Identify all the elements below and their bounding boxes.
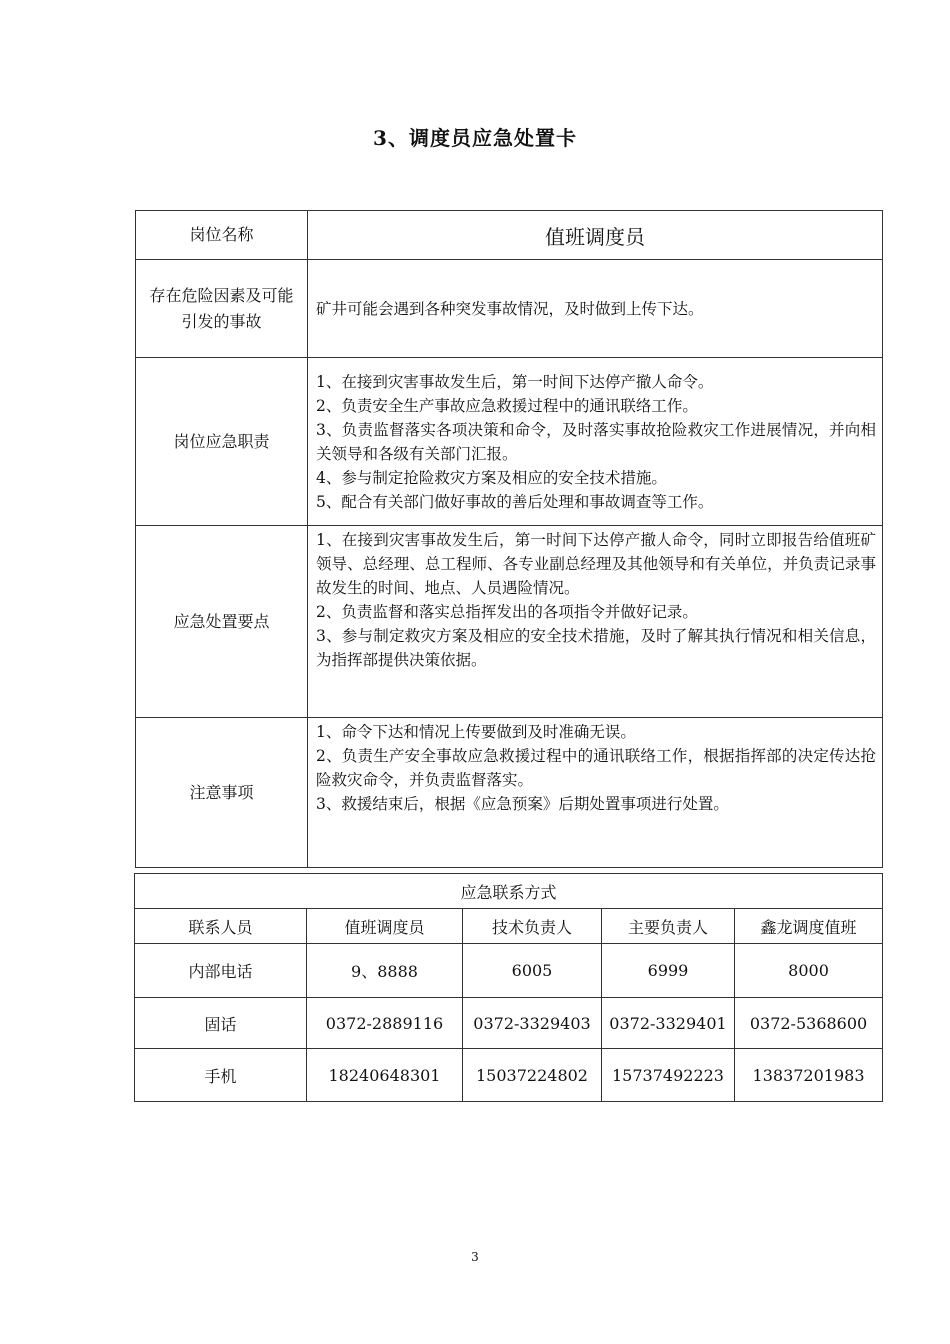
duties-row bbox=[136, 358, 883, 526]
duties-line: 3、负责监督落实各项决策和命令，及时落实事故抢险救灾工作进展情况，并向相关领导和各级有关部门汇报。 bbox=[316, 420, 876, 463]
post-name-value: 值班调度员 bbox=[308, 211, 883, 260]
phone-cell: 18240648301 bbox=[307, 1049, 463, 1102]
hazards-row bbox=[136, 260, 883, 358]
row-label: 内部电话 bbox=[135, 944, 307, 998]
phone-cell: 0372-5368600 bbox=[735, 998, 883, 1049]
notes-row bbox=[136, 718, 883, 868]
contact-title-row bbox=[135, 874, 883, 909]
header-cell: 鑫龙调度值班 bbox=[735, 909, 883, 944]
table-row bbox=[135, 944, 883, 998]
duties-label: 岗位应急职责 bbox=[136, 358, 308, 526]
phone-cell: 15737492223 bbox=[602, 1049, 735, 1102]
row-label: 固话 bbox=[135, 998, 307, 1049]
phone-cell: 15037224802 bbox=[463, 1049, 602, 1102]
post-name-row bbox=[136, 211, 883, 260]
phone-cell: 6999 bbox=[602, 944, 735, 998]
key-points-label: 应急处置要点 bbox=[136, 526, 308, 718]
phone-cell: 6005 bbox=[463, 944, 602, 998]
key-points-line: 2、负责监督和落实总指挥发出的各项指令并做好记录。 bbox=[316, 603, 698, 621]
page-title: 3、调度员应急处置卡 bbox=[373, 126, 577, 150]
notes-content bbox=[308, 718, 883, 868]
page-number: 3 bbox=[471, 1250, 479, 1264]
post-name-label: 岗位名称 bbox=[136, 211, 308, 260]
contact-table bbox=[134, 873, 883, 1102]
duties-line: 1、在接到灾害事故发生后，第一时间下达停产撤人命令。 bbox=[316, 372, 714, 391]
row-label: 手机 bbox=[135, 1049, 307, 1102]
notes-line: 2、负责生产安全事故应急救援过程中的通讯联络工作，根据指挥部的决定传达抢险救灾命令，并负责监督落实。 bbox=[316, 747, 876, 789]
phone-cell: 9、8888 bbox=[307, 944, 463, 998]
emergency-card-table bbox=[135, 210, 883, 868]
notes-line: 3、救援结束后，根据《应急预案》后期处置事项进行处置。 bbox=[316, 795, 729, 813]
hazards-label: 存在危险因素及可能引发的事故 bbox=[136, 260, 308, 358]
key-points-line: 1、在接到灾害事故发生后，第一时间下达停产撤人命令，同时立即报告给值班矿领导、总经理、总工程师、各专业副总经理及其他领导和有关单位，并负责记录事故发生的时间、地点、人员遇险情况。 bbox=[316, 531, 876, 597]
key-points-line: 3、参与制定救灾方案及相应的安全技术措施，及时了解其执行情况和相关信息，为指挥部提供决策依据。 bbox=[316, 627, 876, 669]
duties-line: 5、配合有关部门做好事故的善后处理和事故调查等工作。 bbox=[316, 492, 714, 511]
header-cell: 技术负责人 bbox=[463, 909, 602, 944]
hazards-text: 矿井可能会遇到各种突发事故情况，及时做到上传下达。 bbox=[308, 260, 883, 358]
key-points-content bbox=[308, 526, 883, 718]
duties-content bbox=[308, 358, 883, 526]
phone-cell: 0372-3329403 bbox=[463, 998, 602, 1049]
phone-cell: 0372-2889116 bbox=[307, 998, 463, 1049]
table-row bbox=[135, 998, 883, 1049]
key-points-row bbox=[136, 526, 883, 718]
duties-line: 2、负责安全生产事故应急救援过程中的通讯联络工作。 bbox=[316, 396, 698, 415]
notes-label: 注意事项 bbox=[136, 718, 308, 868]
notes-line: 1、命令下达和情况上传要做到及时准确无误。 bbox=[316, 723, 636, 741]
phone-cell: 0372-3329401 bbox=[602, 998, 735, 1049]
contact-title: 应急联系方式 bbox=[135, 874, 883, 909]
header-cell: 联系人员 bbox=[135, 909, 307, 944]
header-cell: 值班调度员 bbox=[307, 909, 463, 944]
duties-line: 4、参与制定抢险救灾方案及相应的安全技术措施。 bbox=[316, 468, 667, 487]
header-cell: 主要负责人 bbox=[602, 909, 735, 944]
phone-cell: 13837201983 bbox=[735, 1049, 883, 1102]
table-row bbox=[135, 1049, 883, 1102]
contact-header-row bbox=[135, 909, 883, 944]
phone-cell: 8000 bbox=[735, 944, 883, 998]
